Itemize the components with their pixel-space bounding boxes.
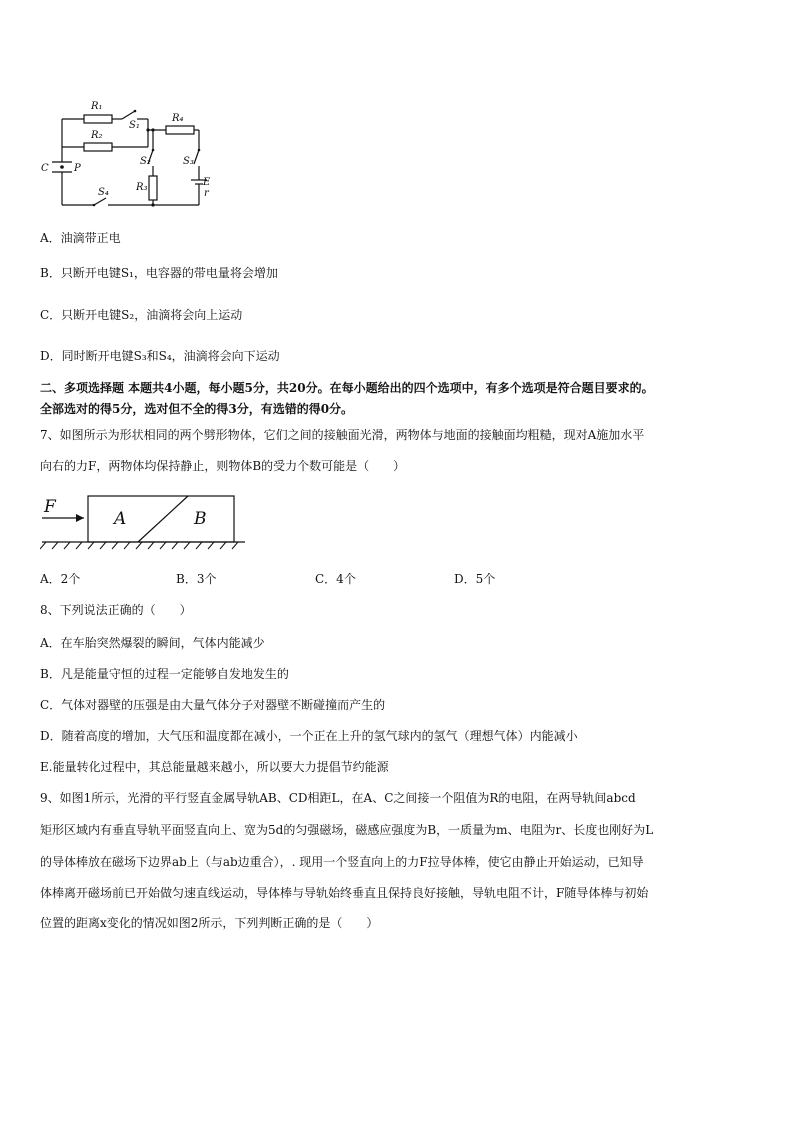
label-p: P [74,163,81,174]
q7-stem-2: 向右的力F，两物体均保持静止，则物体B的受力个数可能是（ ） [40,459,406,473]
q6-option-b: B．只断开电键S₁，电容器的带电量将会增加 [40,266,278,280]
s4-switch [94,198,106,205]
label-c: C [41,163,49,174]
q7-option-a: A．2个 [40,572,81,586]
q8-option-d: D．随着高度的增加，大气压和温度都在减小，一个正在上升的氢气球内的氢气（理想气体）内能减小 [40,729,578,743]
q6-option-d: D．同时断开电键S₃和S₄，油滴将会向下运动 [40,349,280,363]
r3-resistor [149,176,157,200]
q8-stem: 8、下列说法正确的（ ） [40,603,192,617]
r1-resistor [84,115,112,123]
q7-option-c: C．4个 [315,572,356,586]
label-r4: R₄ [172,113,184,124]
q9-stem-3: 的导体棒放在磁场下边界ab上（与ab边重合），. 现用一个竖直向上的力F拉导体棒，使它由静止开始运动，已知导 [40,855,644,869]
q9-stem-1: 9、如图1所示，光滑的平行竖直金属导轨AB、CD相距L，在A、C之间接一个阻值为R的电阻，在两导轨间abcd [40,791,636,805]
label-r: r [204,188,209,199]
q8-option-e: E.能量转化过程中，其总能量越来越小，所以要大力提倡节约能源 [40,760,389,774]
circuit-diagram [36,92,216,217]
q6-option-a: A．油滴带正电 [40,231,121,245]
q9-stem-5: 位置的距离x变化的情况如图2所示，下列判断正确的是（ ） [40,916,379,930]
section2-line2: 全部选对的得5分，选对但不全的得3分，有选错的得0分。 [40,402,354,416]
label-e: E [203,177,211,188]
label-s3: S₃ [183,156,194,167]
label-r1: R₁ [91,101,103,112]
q7-option-b: B．3个 [176,572,217,586]
wedge-contact-surface [138,496,188,542]
q8-option-b: B．凡是能量守恒的过程一定能够自发地发生的 [40,667,289,681]
q9-stem-2: 矩形区域内有垂直导轨平面竖直向上、宽为5d的匀强磁场，磁感应强度为B，一质量为m、电阻为r、长度也刚好为L [40,823,654,837]
q7-stem-1: 7、如图所示为形状相同的两个劈形物体，它们之间的接触面光滑，两物体与地面的接触面均粗糙，现对A施加水平 [40,428,645,442]
s3-switch [194,150,199,164]
label-block-b: B [194,509,207,529]
oil-drop [60,165,64,169]
q8-option-c: C．气体对器壁的压强是由大量气体分子对器壁不断碰撞而产生的 [40,698,386,712]
label-s2: S₂ [140,156,151,167]
label-force: F [44,497,56,517]
q8-option-a: A．在车胎突然爆裂的瞬间，气体内能减少 [40,636,265,650]
section2-line1: 二、多项选择题 本题共4小题，每小题5分，共20分。在每小题给出的四个选项中，有多个选项是符合题目要求的。 [40,381,654,395]
label-s4: S₄ [98,187,109,198]
s1-switch [122,111,135,119]
label-block-a: A [114,509,127,529]
q7-option-d: D．5个 [454,572,496,586]
q9-stem-4: 体棒离开磁场前已开始做匀速直线运动，导体棒与导轨始终垂直且保持良好接触，导轨电阻不计，F随导体棒与初始 [40,886,649,900]
q6-option-c: C．只断开电键S₂，油滴将会向上运动 [40,308,243,322]
label-r2: R₂ [91,130,103,141]
r2-resistor [84,143,112,151]
label-s1: S₁ [129,120,140,131]
wedge-figure [40,492,250,554]
r4-resistor [166,126,194,134]
label-r3: R₃ [136,182,148,193]
